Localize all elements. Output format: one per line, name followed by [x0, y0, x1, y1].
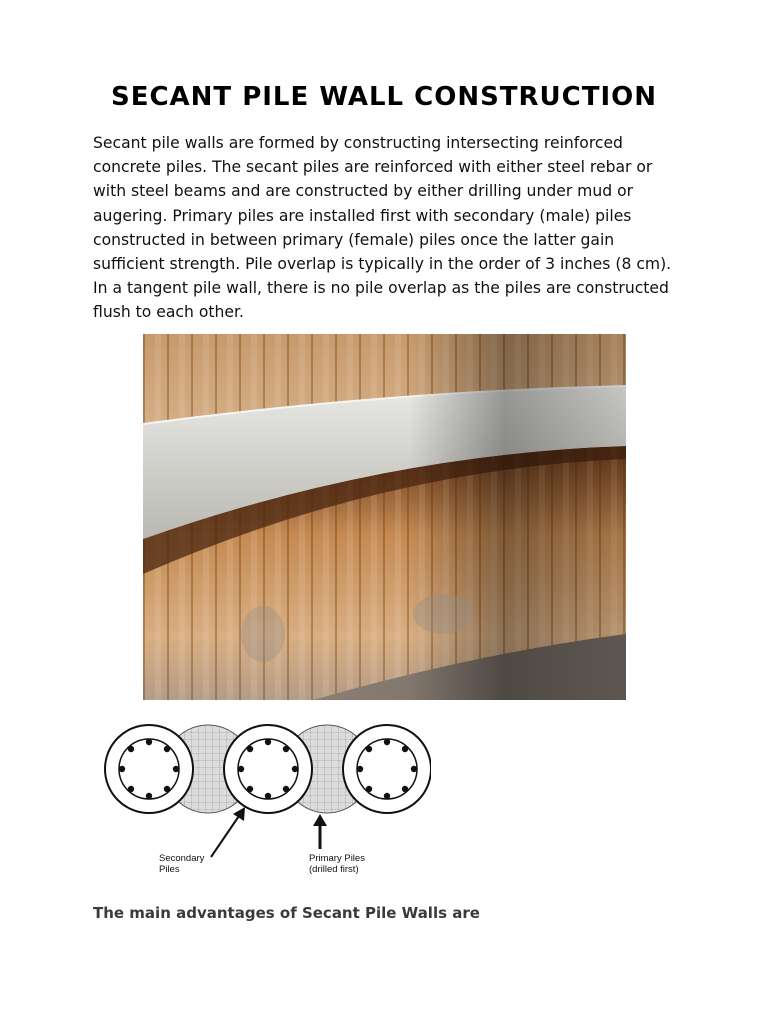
- intro-paragraph: Secant pile walls are formed by constructing intersecting reinforced concrete piles. The secant piles are reinforced with either steel rebar or with steel beams and are constructed by either drilling under mud or augering. Primary piles are installed first with secondary (male) piles constructed in between primary (female) piles once the latter gain sufficient strength. Pile overlap is typically in the order of 3 inches (8 cm). In a tangent pile wall, there is no pile overlap as the piles are constructed flush to each other.: [93, 134, 672, 322]
- secant-pile-plan-diagram: [93, 711, 431, 888]
- page-title: SECANT PILE WALL CONSTRUCTION: [110, 82, 658, 112]
- primary-pile-3: [343, 725, 431, 813]
- advantages-heading: The main advantages of Secant Pile Walls are: [93, 904, 480, 922]
- primary-label-line1: Primary Piles: [309, 853, 365, 864]
- secant-pile-wall-photo: [143, 334, 626, 700]
- secondary-label-line1: Secondary: [159, 853, 205, 864]
- primary-pile-1: [105, 725, 193, 813]
- secondary-label-line2: Piles: [159, 864, 180, 875]
- primary-pile-2: [224, 725, 312, 813]
- primary-label-line2: (drilled first): [309, 864, 359, 875]
